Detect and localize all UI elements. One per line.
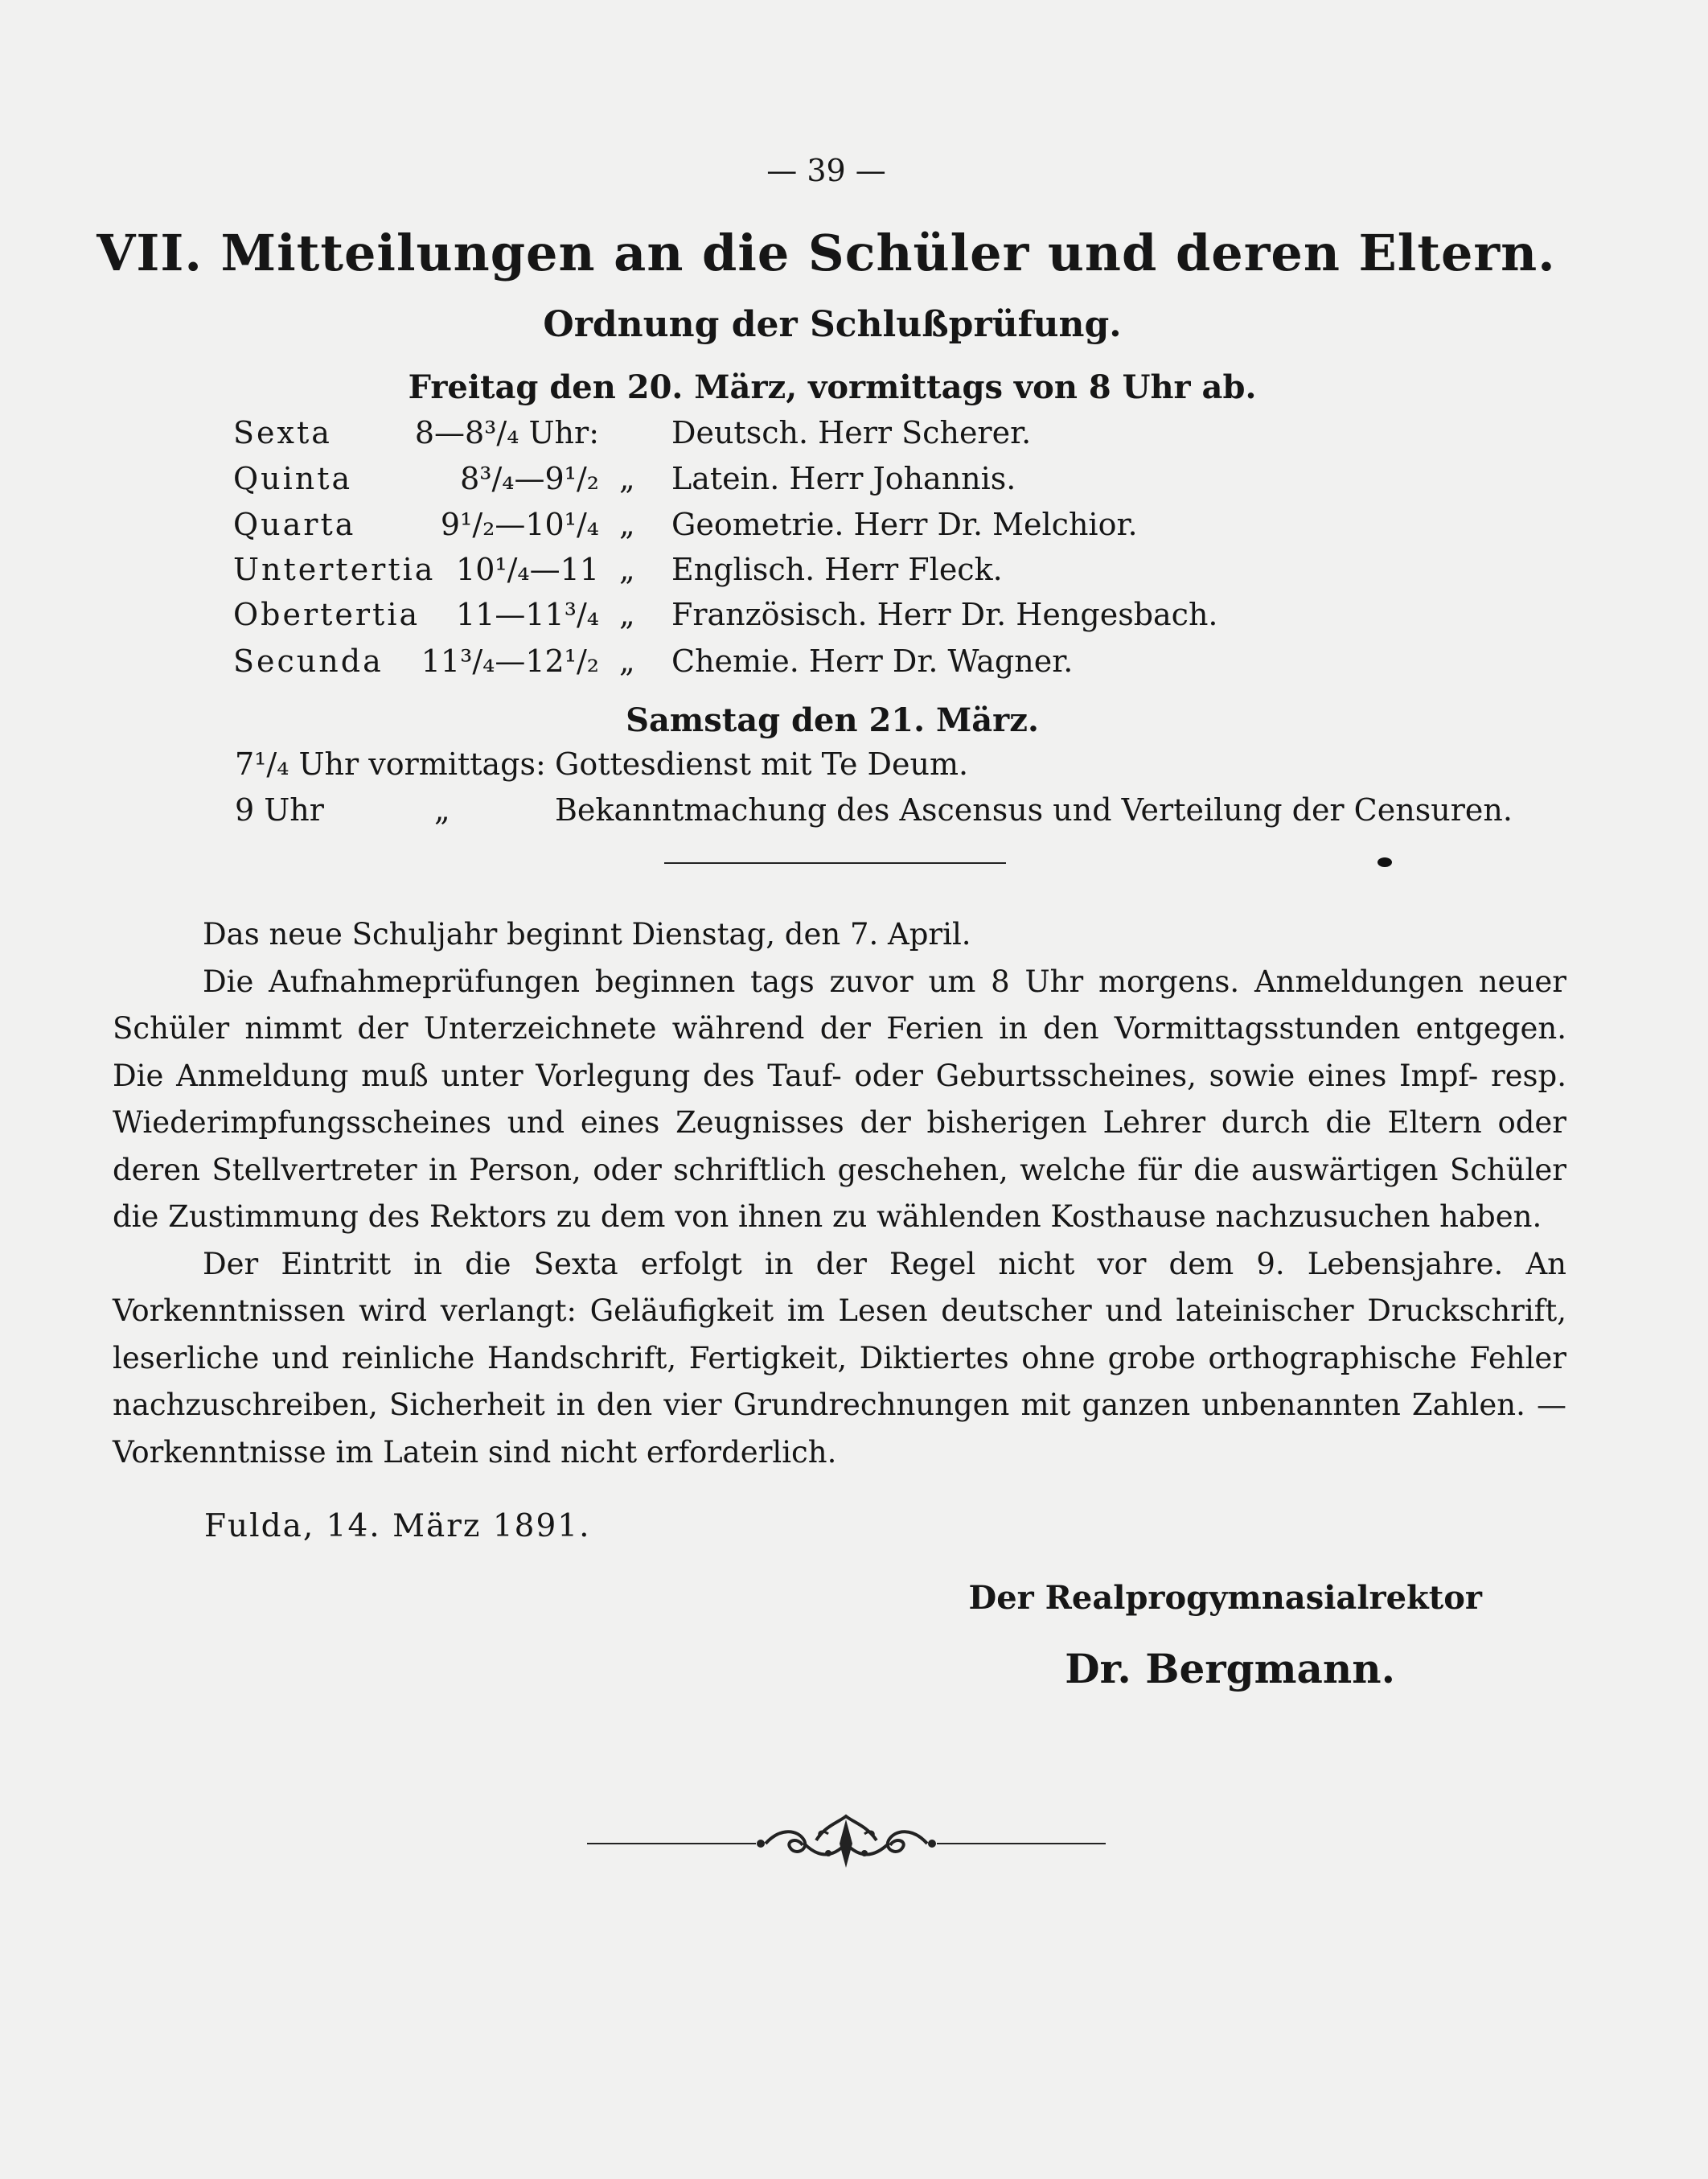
exam-subject: Deutsch. Herr Scherer. <box>671 415 1032 450</box>
event-text: Bekanntmachung des Ascensus und Verteilung der Censuren. <box>555 792 1513 828</box>
exam-subject: Chemie. Herr Dr. Wagner. <box>671 643 1074 679</box>
event-time: 9 Uhr <box>235 792 324 828</box>
friday-header: Freitag den 20. März, vormittags von 8 Uhr ab. <box>408 368 1257 406</box>
ditto-mark: „ <box>619 552 635 587</box>
notice-body <box>113 911 1566 1476</box>
event-text: Gottesdienst mit Te Deum. <box>555 746 969 782</box>
exam-time: 8—8³/₄ Uhr: <box>414 415 599 450</box>
paragraph-school-year: Das neue Schuljahr beginnt Dienstag, den 7. April. <box>203 917 971 952</box>
class-name: Obertertia <box>233 597 421 632</box>
exam-time: 8³/₄—9¹/₂ <box>460 461 599 496</box>
ink-speck <box>1377 857 1392 867</box>
signature-role: Der Realprogymnasialrektor <box>968 1579 1482 1617</box>
class-name: Sexta <box>233 415 332 450</box>
class-name: Quarta <box>233 507 356 542</box>
paragraph-admission: Die Aufnahmeprüfungen beginnen tags zuvor um 8 Uhr morgens. Anmeldungen neuer Schüler nimmt der Unterzeichnete während der Ferien in den Vormittagsstunden entgegen. Die Anmeldung muß unter Vorlegung des Tauf- oder Geburtsscheines, sowie eines Impf- resp. Wiederimpfungsscheines und eines Zeugnisses der bisherigen Lehrer durch die Eltern oder deren Stellvertreter in Person, oder schriftlich geschehen, welche für die auswärtigen Schüler die Zustimmung des Rektors zu dem von ihnen zu wählenden Kosthause nachzusuchen haben. <box>113 964 1566 1234</box>
exam-time: 9¹/₂—10¹/₄ <box>440 507 599 542</box>
paragraph-requirements: Der Eintritt in die Sexta erfolgt in der Regel nicht vor dem 9. Lebensjahre. An Vorkenntnissen wird verlangt: Geläufigkeit im Lesen deutscher und lateinischer Druckschrift, leserliche und reinliche Handschrift, Fertigkeit, Diktiertes ohne grobe orthographische Fehler nachzuschreiben, Sicherheit in den vier Grundrechnungen mit ganzen unbenannten Zahlen. — Vorkenntnisse im Latein sind nicht erforderlich. <box>113 1246 1566 1470</box>
saturday-header: Samstag den 21. März. <box>626 701 1039 739</box>
ditto-mark: „ <box>619 643 635 679</box>
ditto-mark: „ <box>434 792 450 828</box>
event-time: 7¹/₄ Uhr vormittags: <box>235 746 546 782</box>
class-name: Quinta <box>233 461 353 496</box>
section-divider <box>664 862 1006 864</box>
page-number: — 39 — <box>766 153 886 188</box>
exam-time: 11—11³/₄ <box>456 597 599 632</box>
exam-order-heading: Ordnung der Schlußprüfung. <box>543 304 1122 345</box>
exam-time: 10¹/₄—11 <box>456 552 599 587</box>
exam-subject: Geometrie. Herr Dr. Melchior. <box>671 507 1138 542</box>
class-name: Untertertia <box>233 552 436 587</box>
signature-name: Dr. Bergmann. <box>1065 1645 1395 1692</box>
ornament-icon <box>587 1811 1106 1876</box>
exam-subject: Latein. Herr Johannis. <box>671 461 1016 496</box>
ditto-mark: „ <box>619 507 635 542</box>
place-date: Fulda, 14. März 1891. <box>204 1508 591 1544</box>
exam-subject: Französisch. Herr Dr. Hengesbach. <box>671 597 1218 632</box>
class-name: Secunda <box>233 643 384 679</box>
ditto-mark: „ <box>619 461 635 496</box>
exam-subject: Englisch. Herr Fleck. <box>671 552 1003 587</box>
exam-time: 11³/₄—12¹/₂ <box>421 643 599 679</box>
section-title: VII. Mitteilungen an die Schüler und deren Eltern. <box>96 224 1556 282</box>
ditto-mark: „ <box>619 597 635 632</box>
